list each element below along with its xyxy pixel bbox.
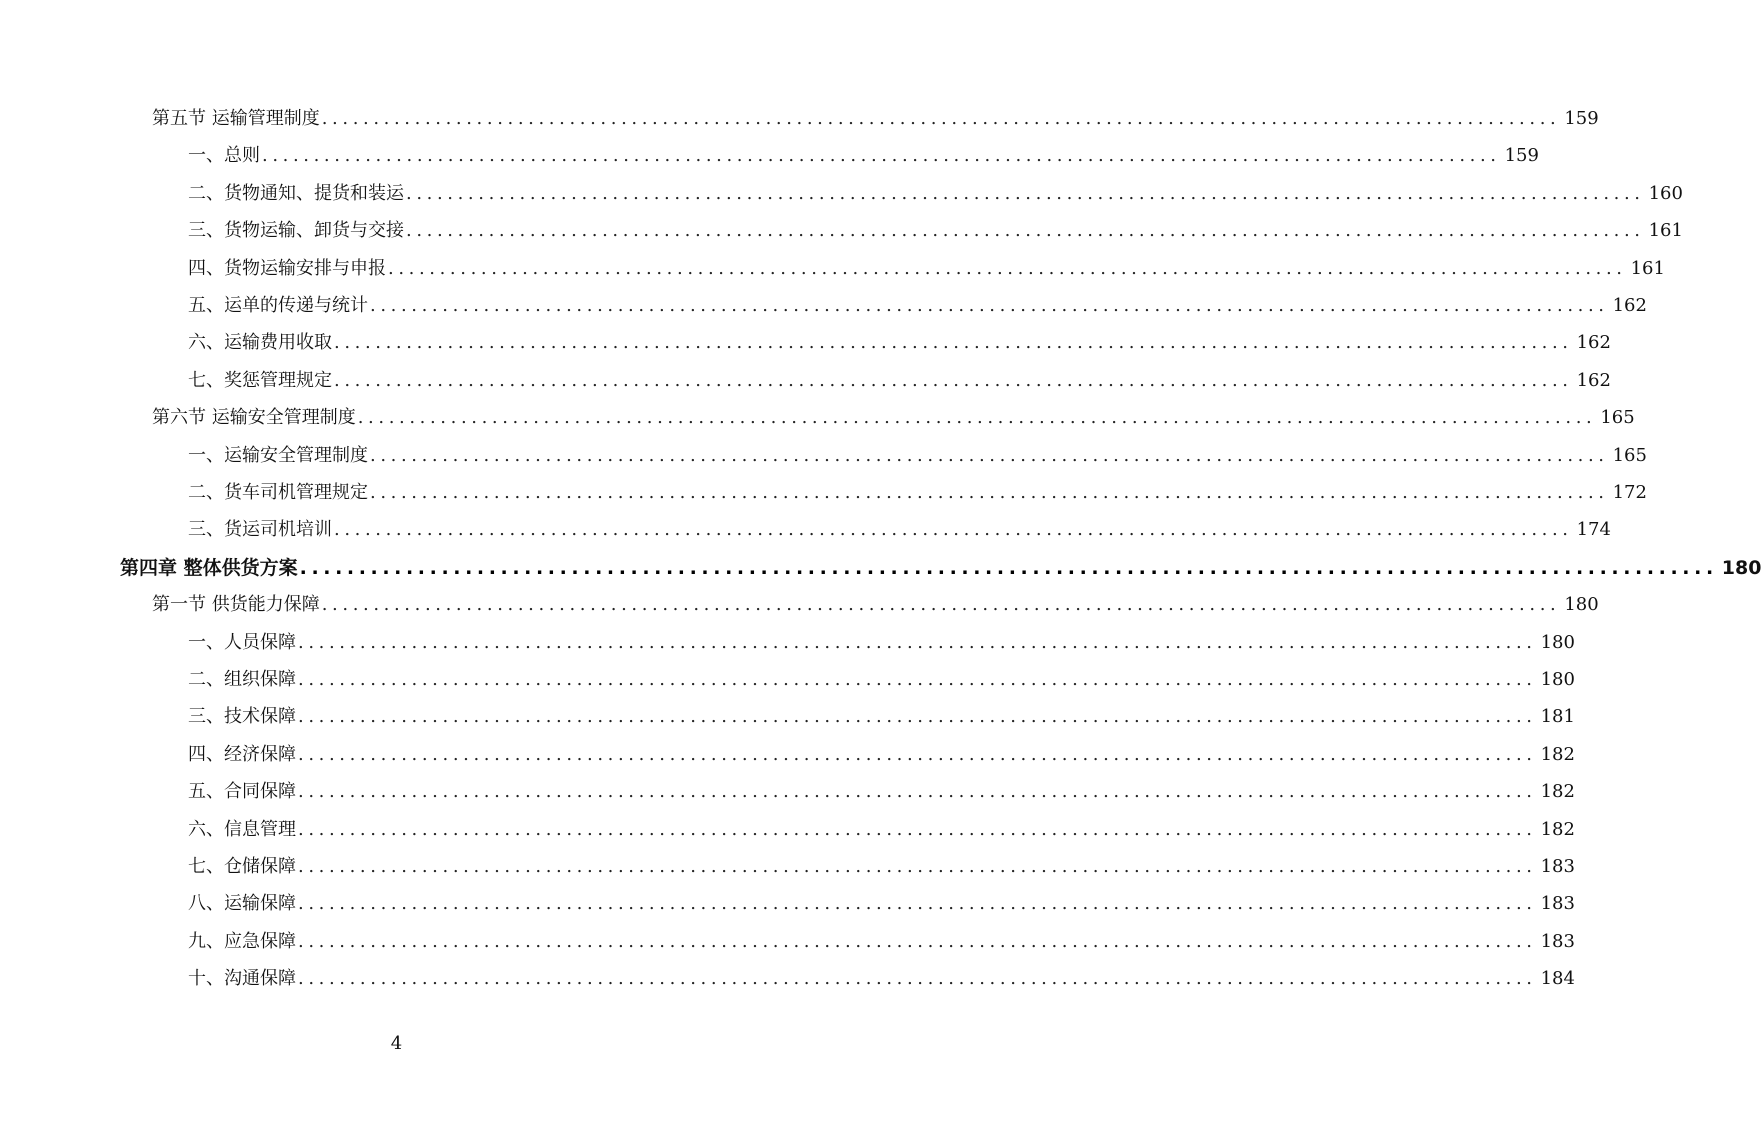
toc-entry-page: 162 <box>1612 295 1647 316</box>
toc-entry-page: 165 <box>1612 445 1647 466</box>
toc-entry-item[interactable] <box>188 628 1575 658</box>
dot-leader: ........................................................................................................................ <box>298 968 1537 989</box>
toc-entry-page: 183 <box>1540 893 1575 914</box>
toc-entry-item[interactable] <box>188 254 1665 284</box>
toc-entry-title: 六、运输费用收取 <box>188 332 332 353</box>
toc-entry-item[interactable] <box>188 478 1647 508</box>
toc-entry-title: 第一节 供货能力保障 <box>152 594 320 615</box>
toc-entry-item[interactable] <box>188 852 1575 882</box>
toc-entry-section[interactable] <box>152 403 1635 433</box>
toc-entry-page: 181 <box>1540 706 1575 727</box>
toc-entry-page: 180 <box>1564 594 1599 615</box>
toc-entry-title: 六、信息管理 <box>188 819 296 840</box>
toc-entry-title: 四、货物运输安排与申报 <box>188 258 386 279</box>
toc-entry-title: 三、货物运输、卸货与交接 <box>188 220 404 241</box>
toc-entry-chapter[interactable] <box>120 553 1761 583</box>
toc-entry-item[interactable] <box>188 777 1575 807</box>
toc-entry-title: 三、技术保障 <box>188 706 296 727</box>
toc-entry-item[interactable] <box>188 964 1575 994</box>
toc-entry-item[interactable] <box>188 441 1647 471</box>
toc-entry-title: 五、合同保障 <box>188 781 296 802</box>
toc-entry-page: 165 <box>1600 407 1635 428</box>
toc-entry-item[interactable] <box>188 291 1647 321</box>
dot-leader: ........................................................................................................................ <box>298 931 1537 952</box>
toc-entry-title: 九、应急保障 <box>188 931 296 952</box>
dot-leader: ........................................................................................................................ <box>370 295 1609 316</box>
toc-entry-page: 162 <box>1576 370 1611 391</box>
dot-leader: ........................................................................................................................ <box>298 669 1537 690</box>
toc-entry-page: 184 <box>1540 968 1575 989</box>
page-number: 4 <box>390 1033 403 1054</box>
toc-entry-page: 183 <box>1540 931 1575 952</box>
toc-entry-page: 180 <box>1540 632 1575 653</box>
toc-entry-item[interactable] <box>188 216 1683 246</box>
toc-entry-page: 160 <box>1648 183 1683 204</box>
dot-leader: ........................................................................................................................ <box>321 108 1561 129</box>
toc-entry-page: 182 <box>1540 781 1575 802</box>
toc-entry-title: 第四章 整体供货方案 <box>120 557 298 579</box>
toc-entry-page: 161 <box>1630 258 1665 279</box>
toc-entry-title: 七、仓储保障 <box>188 856 296 877</box>
toc-entry-item[interactable] <box>188 141 1539 171</box>
toc-entry-item[interactable] <box>188 927 1575 957</box>
toc-entry-item[interactable] <box>188 815 1575 845</box>
toc-entry-page: 162 <box>1576 332 1611 353</box>
toc-entry-page: 180 <box>1721 557 1761 579</box>
toc-entry-section[interactable] <box>152 104 1599 134</box>
toc-entry-title: 二、组织保障 <box>188 669 296 690</box>
toc-entry-title: 八、运输保障 <box>188 893 296 914</box>
dot-leader: ........................................................................................................................ <box>299 557 1718 579</box>
toc-entry-title: 五、运单的传递与统计 <box>188 295 368 316</box>
dot-leader: ........................................................................................................................ <box>298 744 1537 765</box>
dot-leader: ........................................................................................................................ <box>298 819 1537 840</box>
toc-entry-page: 182 <box>1540 819 1575 840</box>
dot-leader: ........................................................................................................................ <box>406 220 1645 241</box>
toc-entry-title: 十、沟通保障 <box>188 968 296 989</box>
dot-leader: ........................................................................................................................ <box>262 145 1501 166</box>
dot-leader: ........................................................................................................................ <box>298 856 1537 877</box>
toc-entry-item[interactable] <box>188 328 1611 358</box>
toc-entry-item[interactable] <box>188 665 1575 695</box>
toc-entry-page: 182 <box>1540 744 1575 765</box>
dot-leader: ........................................................................................................................ <box>370 445 1609 466</box>
toc-entry-title: 四、经济保障 <box>188 744 296 765</box>
dot-leader: ........................................................................................................................ <box>357 407 1597 428</box>
dot-leader: ........................................................................................................................ <box>406 183 1645 204</box>
toc-entry-item[interactable] <box>188 702 1575 732</box>
dot-leader: ........................................................................................................................ <box>298 706 1537 727</box>
dot-leader: ........................................................................................................................ <box>334 519 1573 540</box>
dot-leader: ........................................................................................................................ <box>370 482 1609 503</box>
toc-entry-item[interactable] <box>188 515 1611 545</box>
dot-leader: ........................................................................................................................ <box>298 781 1537 802</box>
toc-entry-title: 二、货车司机管理规定 <box>188 482 368 503</box>
dot-leader: ........................................................................................................................ <box>298 632 1537 653</box>
toc-entry-title: 第五节 运输管理制度 <box>152 108 320 129</box>
toc-entry-title: 一、人员保障 <box>188 632 296 653</box>
toc-entry-item[interactable] <box>188 366 1611 396</box>
toc-entry-title: 第六节 运输安全管理制度 <box>152 407 356 428</box>
toc-entry-title: 一、总则 <box>188 145 260 166</box>
dot-leader: ........................................................................................................................ <box>321 594 1561 615</box>
dot-leader: ........................................................................................................................ <box>334 332 1573 353</box>
toc-entry-page: 159 <box>1564 108 1599 129</box>
toc-entry-page: 183 <box>1540 856 1575 877</box>
toc-entry-page: 174 <box>1576 519 1611 540</box>
toc-entry-title: 二、货物通知、提货和装运 <box>188 183 404 204</box>
toc-entry-page: 159 <box>1504 145 1539 166</box>
dot-leader: ........................................................................................................................ <box>334 370 1573 391</box>
toc-entry-item[interactable] <box>188 179 1683 209</box>
toc-entry-section[interactable] <box>152 590 1599 620</box>
toc-entry-item[interactable] <box>188 889 1575 919</box>
toc-entry-page: 172 <box>1612 482 1647 503</box>
toc-entry-page: 180 <box>1540 669 1575 690</box>
toc-entry-title: 七、奖惩管理规定 <box>188 370 332 391</box>
toc-entry-item[interactable] <box>188 740 1575 770</box>
dot-leader: ........................................................................................................................ <box>298 893 1537 914</box>
dot-leader: ........................................................................................................................ <box>388 258 1627 279</box>
toc-entry-title: 三、货运司机培训 <box>188 519 332 540</box>
toc-entry-page: 161 <box>1648 220 1683 241</box>
toc-entry-title: 一、运输安全管理制度 <box>188 445 368 466</box>
